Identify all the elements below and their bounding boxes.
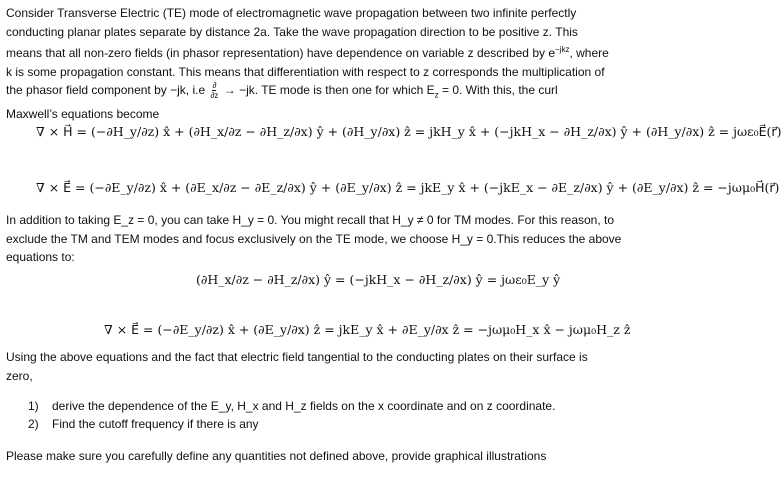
middle-line-3: equations to: xyxy=(6,250,75,264)
intro-line-5: the phasor field component by −jk, i.e $\frac{\partial}{\partial z}$ → −jk. TE mode is then one for which $E_z = 0$. With this, the curl xyxy=(6,81,558,101)
middle-paragraph xyxy=(6,211,621,267)
equation-reduced-h xyxy=(196,272,560,287)
equation-text: (∂H_x/∂z − ∂H_z/∂x) ŷ = (−jkH_x − ∂H_z/∂x) ŷ = jωε₀E_y ŷ xyxy=(196,272,561,287)
equation-text: ∇ × H⃗ = (−∂H_y/∂z) x̂ + (∂H_x/∂z − ∂H_z/∂x) ŷ + (∂H_y/∂x) ẑ = jkH_y x̂ + (−jkH_x − ∂H_z/∂x) ŷ + (∂H_y/∂x) ẑ = jωε₀E⃗(r⃗) xyxy=(36,124,781,139)
equation-curl-e xyxy=(36,180,779,195)
closing-paragraph xyxy=(6,348,588,385)
middle-line-2: exclude the TM and TEM modes and focus exclusively on the TE mode, we choose H_y = 0.This reduces the above xyxy=(6,231,622,246)
final-note-text: Please make sure you carefully define any quantities not defined above, provide graphical illustrations xyxy=(6,449,547,463)
list-text: derive the dependence of the E_y, H_x and H_z fields on the x coordinate and on z coordinate. xyxy=(52,399,556,413)
equation-text: ∇ × E⃗ = (−∂E_y/∂z) x̂ + (∂E_x/∂z − ∂E_z/∂x) ŷ + (∂E_y/∂x) ẑ = jkE_y x̂ + (−jkE_x − ∂E_z/∂x) ŷ + (∂E_y/∂x) ẑ = −jωμ₀H⃗(r⃗) xyxy=(36,180,780,195)
intro-line-2: conducting planar plates separate by distance 2a. Take the wave propagation direction to be positive z. This xyxy=(6,24,578,39)
list-item xyxy=(28,415,555,433)
closing-line-2: zero, xyxy=(6,368,33,383)
task-list xyxy=(28,397,555,433)
equation-reduced-e xyxy=(104,322,630,337)
final-note xyxy=(6,447,546,466)
intro-line-3: means that all non-zero fields (in phasor representation) have dependence on variable z described by $e^{-jkz}$, where xyxy=(6,45,609,60)
intro-line-4: k is some propagation constant. This means that differentiation with respect to z corresponds the multiplication of xyxy=(6,64,605,79)
middle-line-1: In addition to taking E_z = 0, you can take H_y = 0. You might recall that H_y ≠ 0 for TM modes. For this reason, to xyxy=(6,213,615,227)
list-number: 1) xyxy=(28,399,39,413)
list-number: 2) xyxy=(28,417,39,431)
d-dz-fraction: $\frac{\partial}{\partial z}$ xyxy=(210,81,219,101)
exponent: −jkz xyxy=(555,45,570,54)
list-text: Find the cutoff frequency if there is any xyxy=(52,417,259,431)
list-item xyxy=(28,397,555,415)
closing-line-1: Using the above equations and the fact that electric field tangential to the conducting plates on their surface is xyxy=(6,350,588,364)
equation-curl-h xyxy=(36,124,781,139)
intro-paragraph xyxy=(6,4,658,123)
intro-line-6: Maxwell’s equations become xyxy=(6,106,160,121)
intro-line-1: Consider Transverse Electric (TE) mode of electromagnetic wave propagation between two infinite perfectly xyxy=(6,6,577,20)
equation-text: ∇ × E⃗ = (−∂E_y/∂z) x̂ + (∂E_y/∂x) ẑ = jkE_y x̂ + ∂E_y/∂x ẑ = −jωμ₀H_x x̂ − jωμ₀H_z ẑ xyxy=(104,322,631,337)
